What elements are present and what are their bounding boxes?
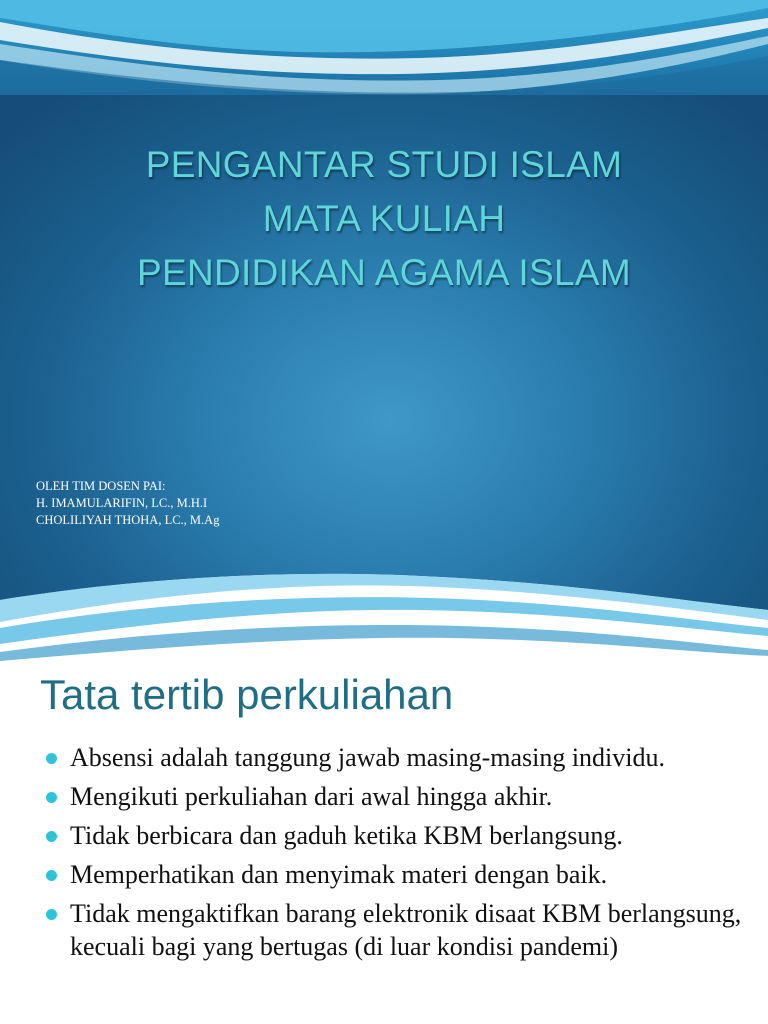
author-heading: OLEH TIM DOSEN PAI: [36, 479, 166, 493]
top-wave-decoration [0, 0, 768, 95]
rules-title: Tata tertib perkuliahan [40, 671, 454, 718]
bullet-dot-icon [46, 792, 57, 803]
author-name-2: CHOLILIYAH THOHA, LC., M.Ag [36, 513, 220, 527]
bullet-dot-icon [46, 870, 57, 881]
list-item [42, 897, 742, 963]
list-item-text: Mengikuti perkuliahan dari awal hingga akhir. [70, 782, 553, 811]
list-item-text: Memperhatikan dan menyimak materi dengan baik. [70, 860, 608, 889]
slide-title [0, 138, 768, 300]
list-item [42, 780, 742, 813]
list-item [42, 858, 742, 891]
list-item-text: Tidak berbicara dan gaduh ketika KBM berlangsung. [70, 821, 623, 850]
rules-list [42, 741, 742, 969]
author-block [36, 478, 219, 529]
title-line-2: MATA KULIAH [262, 198, 506, 239]
title-line-3: PENDIDIKAN AGAMA ISLAM [137, 252, 631, 293]
bottom-wave-decoration [0, 570, 768, 661]
list-item-text: Absensi adalah tanggung jawab masing-masing individu. [70, 743, 666, 772]
list-item [42, 741, 742, 774]
author-name-1: H. IMAMULARIFIN, LC., M.H.I [36, 496, 208, 510]
bullet-dot-icon [46, 753, 57, 764]
title-line-1: PENGANTAR STUDI ISLAM [145, 144, 623, 185]
list-item [42, 819, 742, 852]
bullet-dot-icon [46, 909, 57, 920]
rules-slide [0, 661, 768, 1024]
bullet-dot-icon [46, 831, 57, 842]
list-item-text: Tidak mengaktifkan barang elektronik disaat KBM berlangsung, kecuali bagi yang bertugas (di luar kondisi pandemi) [70, 899, 742, 961]
